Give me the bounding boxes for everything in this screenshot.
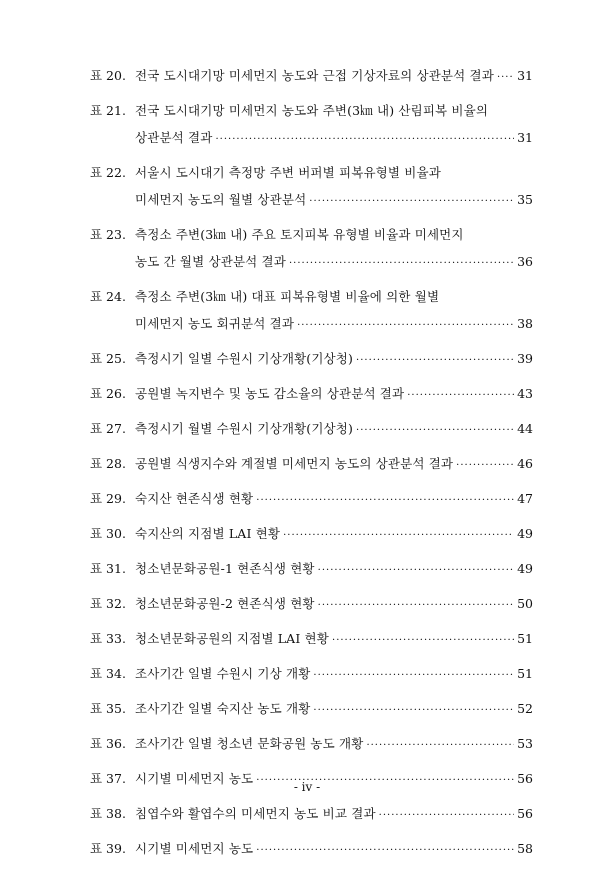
toc-entry-body (135, 730, 533, 759)
toc-entry-body (135, 283, 533, 339)
toc-entry-title: 침엽수와 활엽수의 미세먼지 농도 비교 결과 (135, 806, 376, 821)
toc-entry-line (135, 186, 533, 215)
toc-entry-body (135, 415, 533, 444)
toc-page-number: 49 (517, 561, 533, 576)
toc-entry-line (135, 450, 533, 479)
toc-leader-dots (497, 64, 514, 91)
toc-leader-dots (289, 250, 514, 277)
toc-entry-label: 표 31. (90, 561, 126, 576)
toc-entry-body (135, 221, 533, 277)
toc-page-number: 51 (517, 631, 533, 646)
toc-leader-dots (332, 627, 514, 654)
toc-entry-body (135, 485, 533, 514)
toc-entry (90, 590, 533, 619)
toc-entry-title: 조사기간 일별 숙지산 농도 개황 (135, 701, 311, 716)
toc-entry-title: 시기별 미세먼지 농도 (135, 841, 254, 856)
toc-entry (90, 520, 533, 549)
toc-entry-line (135, 555, 533, 584)
toc-page-number: 44 (517, 421, 533, 436)
toc-entry-label: 표 33. (90, 631, 126, 646)
toc-entry-line (135, 590, 533, 619)
toc-leader-dots (366, 732, 514, 759)
toc-entry-title: 전국 도시대기망 미세먼지 농도와 주변(3㎞ 내) 산림피복 비율의 (135, 103, 489, 118)
toc-entry-body (135, 97, 533, 153)
toc-page-number: 56 (517, 771, 533, 786)
toc-entry-label: 표 27. (90, 421, 126, 436)
toc-entry-title: 시기별 미세먼지 농도 (135, 771, 254, 786)
toc-entry-line (135, 380, 533, 409)
toc-entry (90, 555, 533, 584)
toc-entry-body (135, 159, 533, 215)
toc-page-number: 51 (517, 666, 533, 681)
toc-entry-title: 미세먼지 농도의 월별 상관분석 (135, 192, 307, 207)
toc-entry-label: 표 23. (90, 227, 126, 242)
toc-entry-label: 표 28. (90, 456, 126, 471)
toc-page-number: 50 (517, 596, 533, 611)
toc-entry-title: 공원별 녹지변수 및 농도 감소율의 상관분석 결과 (135, 386, 405, 401)
toc-entry-label: 표 36. (90, 736, 126, 751)
toc-page-number: 35 (517, 192, 533, 207)
toc-page-number: 31 (517, 68, 533, 83)
toc-entry (90, 345, 533, 374)
toc-entry-label: 표 32. (90, 596, 126, 611)
toc-entry-line (135, 124, 533, 153)
toc-entry-title: 전국 도시대기망 미세먼지 농도와 근접 기상자료의 상관분석 결과 (135, 68, 494, 83)
toc-entry (90, 625, 533, 654)
toc-page-number: 47 (517, 491, 533, 506)
toc-entry-label: 표 37. (90, 771, 126, 786)
toc-entry-label: 표 30. (90, 526, 126, 541)
toc-leader-dots (297, 312, 514, 339)
toc-entry-title: 청소년문화공원-1 현존식생 현황 (135, 561, 315, 576)
toc-entry (90, 62, 533, 91)
toc-entry-label: 표 21. (90, 103, 126, 118)
toc-page-number: 52 (517, 701, 533, 716)
page-number-footer: - iv - (293, 780, 321, 794)
toc-entry (90, 660, 533, 689)
toc-entry-label: 표 35. (90, 701, 126, 716)
toc-entry-line (135, 695, 533, 724)
toc-page-number: 56 (517, 806, 533, 821)
toc-page-number: 31 (517, 130, 533, 145)
toc-leader-dots (356, 347, 514, 374)
toc-leader-dots (256, 487, 514, 514)
toc-leader-dots (215, 126, 514, 153)
toc-entry-line (135, 730, 533, 759)
toc-entry (90, 283, 533, 339)
toc-entry-title: 조사기간 일별 수원시 기상 개황 (135, 666, 311, 681)
toc-leader-dots (318, 557, 514, 584)
toc-entry-label: 표 29. (90, 491, 126, 506)
toc-entry-line (135, 520, 533, 549)
toc-entry-title: 측정시기 월별 수원시 기상개황(기상청) (135, 421, 354, 436)
toc-entry-label: 표 22. (90, 165, 126, 180)
toc-entry-title: 숙지산 현존식생 현황 (135, 491, 254, 506)
toc-entry-title: 측정시기 일별 수원시 기상개황(기상청) (135, 351, 354, 366)
toc-entry-body (135, 590, 533, 619)
toc-leader-dots (313, 662, 514, 689)
toc-entry-line (135, 485, 533, 514)
toc-page-number: 46 (517, 456, 533, 471)
toc-entry-line (135, 159, 533, 186)
toc-entry-body (135, 345, 533, 374)
toc-entry (90, 380, 533, 409)
toc-entry-body (135, 62, 533, 91)
toc-entry-line (135, 660, 533, 689)
toc-entry (90, 695, 533, 724)
toc-page-number: 39 (517, 351, 533, 366)
toc-entry-title: 미세먼지 농도 회귀분석 결과 (135, 316, 295, 331)
toc-entry-line (135, 221, 533, 248)
toc-entry (90, 835, 533, 864)
toc-page-number: 49 (517, 526, 533, 541)
toc-entry-label: 표 39. (90, 841, 126, 856)
toc-entry-line (135, 310, 533, 339)
toc-entry-title: 농도 간 월별 상관분석 결과 (135, 254, 286, 269)
toc-entry-label: 표 25. (90, 351, 126, 366)
toc-leader-dots (379, 802, 514, 829)
toc-entry-label: 표 26. (90, 386, 126, 401)
toc-page-number: 36 (517, 254, 533, 269)
toc-entry-label: 표 34. (90, 666, 126, 681)
toc-entry-line (135, 800, 533, 829)
toc-entry (90, 415, 533, 444)
toc-entry-body (135, 800, 533, 829)
toc-entry-line (135, 283, 533, 310)
toc-entry-title: 조사기간 일별 청소년 문화공원 농도 개황 (135, 736, 364, 751)
toc-entry-label: 표 24. (90, 289, 126, 304)
toc-entry (90, 97, 533, 153)
toc-entry-title: 숙지산의 지점별 LAI 현황 (135, 526, 281, 541)
toc-leader-dots (407, 382, 514, 409)
toc-page-number: 43 (517, 386, 533, 401)
toc-leader-dots (309, 188, 514, 215)
toc-entry-line (135, 345, 533, 374)
toc-entry (90, 800, 533, 829)
toc-page-number: 53 (517, 736, 533, 751)
toc-entry-line (135, 62, 533, 91)
toc-entry-body (135, 660, 533, 689)
toc-entry-body (135, 555, 533, 584)
toc-entry-line (135, 415, 533, 444)
toc-entry (90, 450, 533, 479)
toc-entry-body (135, 695, 533, 724)
toc-entry-line (135, 625, 533, 654)
toc-leader-dots (256, 837, 514, 864)
toc-page-number: 38 (517, 316, 533, 331)
toc-entry-label: 표 20. (90, 68, 126, 83)
toc-entry-title: 서울시 도시대기 측정망 주변 버퍼별 피복유형별 비율과 (135, 165, 441, 180)
toc-entry (90, 485, 533, 514)
toc-entry-title: 청소년문화공원의 지점별 LAI 현황 (135, 631, 330, 646)
table-of-contents (90, 62, 533, 870)
toc-page-number: 58 (517, 841, 533, 856)
toc-leader-dots (356, 417, 514, 444)
toc-entry-line (135, 97, 533, 124)
toc-entry-body (135, 625, 533, 654)
toc-entry-title: 측정소 주변(3㎞ 내) 주요 토지피복 유형별 비율과 미세먼지 (135, 227, 464, 242)
toc-entry-body (135, 520, 533, 549)
toc-leader-dots (456, 452, 514, 479)
toc-leader-dots (283, 522, 514, 549)
toc-entry-title: 상관분석 결과 (135, 130, 213, 145)
toc-entry-body (135, 450, 533, 479)
toc-leader-dots (313, 697, 514, 724)
toc-entry (90, 730, 533, 759)
toc-entry-line (135, 248, 533, 277)
toc-entry (90, 159, 533, 215)
toc-entry-title: 청소년문화공원-2 현존식생 현황 (135, 596, 315, 611)
toc-entry-title: 공원별 식생지수와 계절별 미세먼지 농도의 상관분석 결과 (135, 456, 454, 471)
toc-entry-line (135, 835, 533, 864)
toc-entry-body (135, 835, 533, 864)
toc-entry-title: 측정소 주변(3㎞ 내) 대표 피복유형별 비율에 의한 월별 (135, 289, 440, 304)
toc-entry-body (135, 380, 533, 409)
toc-leader-dots (318, 592, 514, 619)
toc-entry-label: 표 38. (90, 806, 126, 821)
toc-entry (90, 221, 533, 277)
